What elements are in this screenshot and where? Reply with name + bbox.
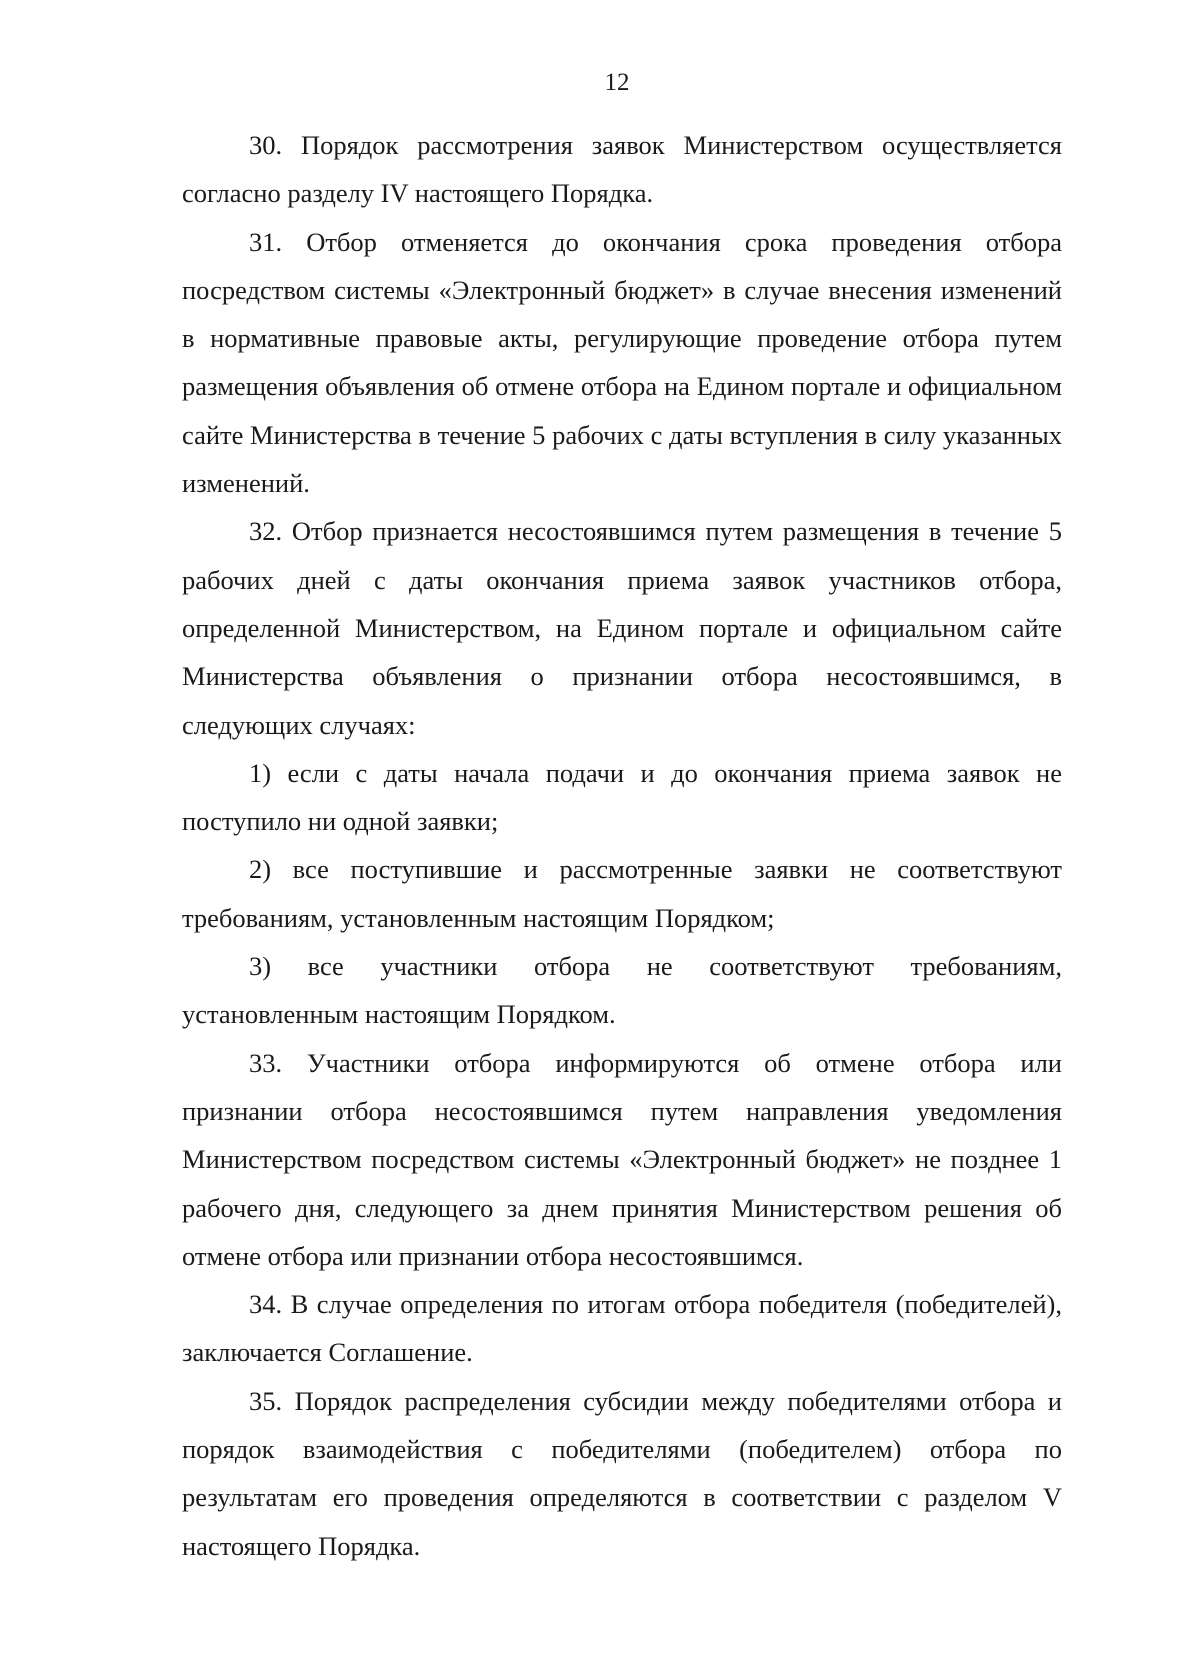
- paragraph-35: 35. Порядок распределения субсидии между победителями отбора и порядок взаимодействия с победителями (победителем) отбора по результатам его проведения определяются в соответствии с разделом V настоящего Порядка.: [182, 1385, 1062, 1561]
- paragraph-34: 34. В случае определения по итогам отбора победителя (победителей), заключается Соглашение.: [182, 1289, 1062, 1368]
- list-item-1: 1) если с даты начала подачи и до окончания приема заявок не поступило ни одной заявки;: [182, 757, 1062, 837]
- paragraph-32: 32. Отбор признается несостоявшимся путем размещения в течение 5 рабочих дней с даты окончания приема заявок участников отбора, определенной Министерством, на Едином портале и официальном сайте Министерства объявления о признании отбора несостоявшимся, в следующих случаях:: [182, 516, 1062, 740]
- paragraph-33: 33. Участники отбора информируются об отмене отбора или признании отбора несостоявшимся путем направления уведомления Министерством посредством системы «Электронный бюджет» не позднее 1 рабочего дня, следующего за днем принятия Министерством решения об отмене отбора или признании отбора несостоявшимся.: [182, 1047, 1062, 1271]
- list-item-2: 2) все поступившие и рассмотренные заявки не соответствуют требованиям, установленным настоящим Порядком;: [182, 854, 1062, 933]
- paragraph-30: 30. Порядок рассмотрения заявок Министерством осуществляется согласно разделу IV настоящего Порядка.: [182, 130, 1062, 209]
- document-body: [182, 121, 1062, 1570]
- list-item-3: 3) все участники отбора не соответствуют требованиям, установленным настоящим Порядком.: [182, 951, 1062, 1030]
- paragraph-31: 31. Отбор отменяется до окончания срока проведения отбора посредством системы «Электронный бюджет» в случае внесения изменений в нормативные правовые акты, регулирующие проведение отбора путем размещения объявления об отмене отбора на Едином портале и официальном сайте Министерства в течение 5 рабочих с даты вступления в силу указанных изменений.: [182, 226, 1062, 499]
- page-number: 12: [604, 69, 630, 96]
